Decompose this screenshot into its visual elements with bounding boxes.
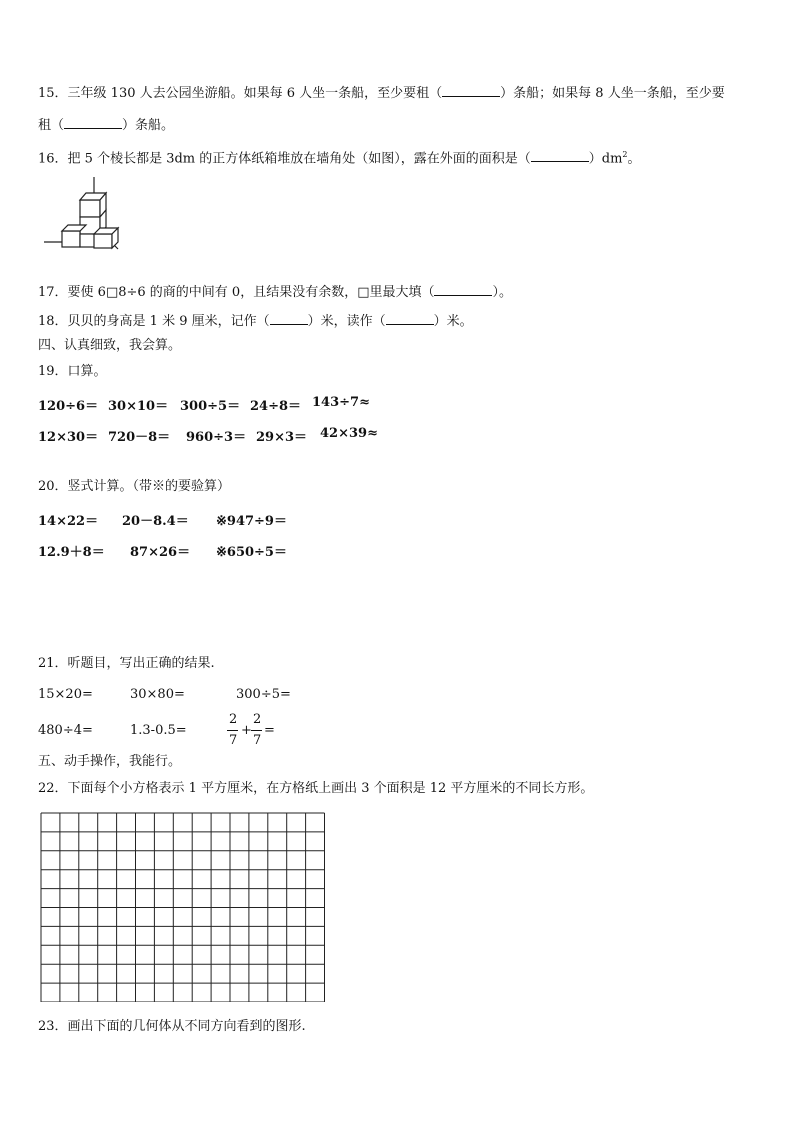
fraction-bar bbox=[251, 730, 262, 731]
question-15-line-2: 租（ ）条船。 bbox=[38, 118, 175, 133]
fraction-2-numerator: 2 bbox=[253, 712, 262, 727]
question-17: 17．要使 6□8÷6 的商的中间有 0，且结果没有余数，□里最大填（ ）。 bbox=[38, 285, 512, 300]
vertical-calc: ※947÷9＝ bbox=[216, 514, 287, 529]
oral-calc: 24÷8＝ bbox=[250, 399, 302, 414]
answer-blank[interactable] bbox=[434, 283, 492, 296]
section-5-heading: 五、动手操作，我能行。 bbox=[38, 754, 182, 769]
cube-bottom-right bbox=[94, 228, 118, 248]
section-4-heading: 四、认真细致，我会算。 bbox=[38, 338, 182, 353]
vertical-calc: 20－8.4＝ bbox=[122, 514, 189, 529]
question-16: 16．把 5 个棱长都是 3dm 的正方体纸箱堆放在墙角处（如图），露在外面的面积是（ ）$dm^2$。 bbox=[38, 150, 641, 167]
fraction-1-denominator: 7 bbox=[229, 733, 238, 748]
listening-calc: 480÷4= bbox=[38, 723, 93, 738]
vertical-calc: ※650÷5＝ bbox=[216, 545, 287, 560]
answer-blank[interactable] bbox=[64, 116, 122, 129]
listening-calc: 15×20= bbox=[38, 687, 93, 702]
question-20-title: 20．竖式计算。（带※的要验算） bbox=[38, 479, 231, 494]
question-18: 18．贝贝的身高是 1 米 9 厘米，记作（ ）米，读作（ ）米。 bbox=[38, 314, 473, 329]
square-grid-paper[interactable] bbox=[40, 812, 327, 1002]
oral-calc: 42×39≈ bbox=[320, 426, 378, 441]
listening-calc: 1.3-0.5= bbox=[130, 723, 187, 738]
answer-blank[interactable] bbox=[442, 84, 500, 97]
answer-blank[interactable] bbox=[531, 149, 589, 162]
oral-calc: 300÷5＝ bbox=[180, 399, 241, 414]
vertical-calc: 87×26＝ bbox=[130, 545, 191, 560]
fraction-expression bbox=[226, 712, 286, 752]
listening-calc: 300÷5= bbox=[236, 687, 291, 702]
oral-calc: 720－8＝ bbox=[108, 430, 171, 445]
answer-blank[interactable] bbox=[386, 312, 434, 325]
question-19-title: 19．口算。 bbox=[38, 364, 107, 379]
question-23-title: 23．画出下面的几何体从不同方向看到的图形. bbox=[38, 1019, 306, 1034]
oral-calc: 30×10＝ bbox=[108, 399, 169, 414]
oral-calc: 29×3＝ bbox=[256, 430, 308, 445]
oral-calc: 143÷7≈ bbox=[312, 395, 370, 410]
cube-top bbox=[80, 193, 106, 217]
listening-calc: 30×80= bbox=[130, 687, 185, 702]
question-15-line-1: 15．三年级 130 人去公园坐游船。如果每 6 人坐一条船，至少要租（ ）条船；如果每 8 人坐一条船，至少要 bbox=[38, 86, 725, 101]
answer-blank[interactable] bbox=[270, 312, 308, 325]
fraction-2-denominator: 7 bbox=[253, 733, 262, 748]
fraction-1-numerator: 2 bbox=[229, 712, 238, 727]
oral-calc: 120÷6＝ bbox=[38, 399, 99, 414]
plus-sign: + bbox=[241, 723, 252, 738]
cube-stack-figure bbox=[40, 175, 122, 255]
question-22-title: 22．下面每个小方格表示 1 平方厘米，在方格纸上画出 3 个面积是 12 平方厘米的不同长方形。 bbox=[38, 781, 594, 796]
question-21-title: 21．听题目，写出正确的结果. bbox=[38, 656, 215, 671]
equals-sign: = bbox=[264, 723, 275, 738]
fraction-bar bbox=[227, 730, 238, 731]
vertical-calc: 14×22＝ bbox=[38, 514, 99, 529]
oral-calc: 12×30＝ bbox=[38, 430, 99, 445]
oral-calc: 960÷3＝ bbox=[186, 430, 247, 445]
vertical-calc: 12.9＋8＝ bbox=[38, 545, 105, 560]
